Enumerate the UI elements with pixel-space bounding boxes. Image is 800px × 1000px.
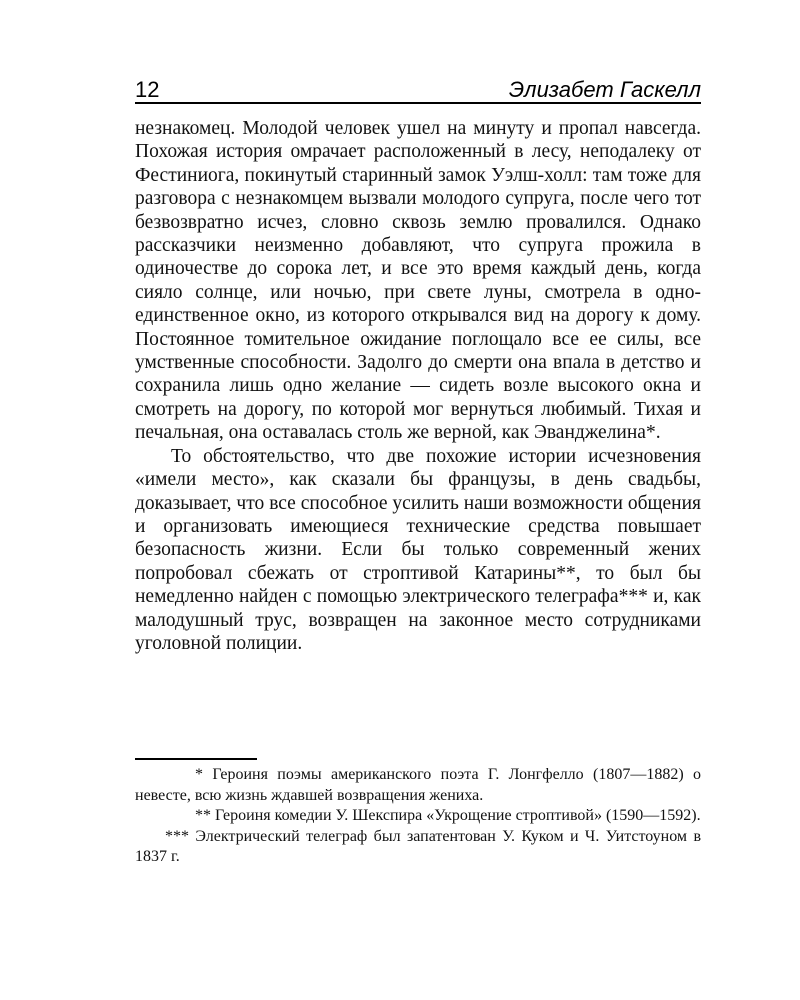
footnotes	[135, 765, 701, 868]
page-header	[135, 78, 701, 104]
page-number: 12	[135, 77, 160, 102]
footnote-2: ** Героиня комедии У. Шекспира «Укрощение строптивой» (1590—1592).	[195, 807, 701, 824]
paragraph: То обстоятельство, что две похожие истории исчезновения «имели место», как сказали бы французы, в день свадьбы, доказывает, что все способное усилить наши возможности общения и организовать имеющиеся технические средства повышает безопасность жизни. Если бы только современный жених попробовал сбежать от строптивой Катарины**, то был бы немедленно найден с помощью электрического телеграфа*** и, как малодушный трус, возвращен на законное место сотрудниками уголовной полиции.	[135, 445, 701, 654]
paragraph: незнакомец. Молодой человек ушел на минуту и пропал навсегда. Похожая история омрачает расположенный в лесу, неподалеку от Фестиниога, покинутый старинный замок Уэлш-холл: там тоже для разговора с незнакомцем вызвали молодого супруга, после чего тот безвозвратно исчез, словно сквозь землю провалился. Однако рассказчики неизменно добавляют, что супруга прожила в одиночестве до сорока лет, и все это время каждый день, когда сияло солнце, или ночью, при свете луны, смотрела в одно-единственное окно, из которого открывался вид на дорогу к дому. Постоянное томительное ожидание поглощало все ее силы, все умственные способности. Задолго до смерти она впала в детство и сохранила лишь одно желание — сидеть возле высокого окна и смотреть на дорогу, по которой мог вернуться любимый. Тихая и печальная, она оставалась столь же верной, как Эванджелина*.	[135, 118, 701, 444]
footnote-separator	[135, 758, 257, 760]
main-text	[135, 117, 701, 655]
footnote-3: *** Электрический телеграф был запатентован У. Куком и Ч. Уитстоуном в 1837 г.	[135, 827, 701, 865]
footnote-1: * Героиня поэмы американского поэта Г. Лонгфелло (1807—1882) о невесте, всю жизнь ждавшей возвращения жениха.	[135, 766, 701, 804]
running-title: Элизабет Гаскелл	[508, 77, 701, 102]
